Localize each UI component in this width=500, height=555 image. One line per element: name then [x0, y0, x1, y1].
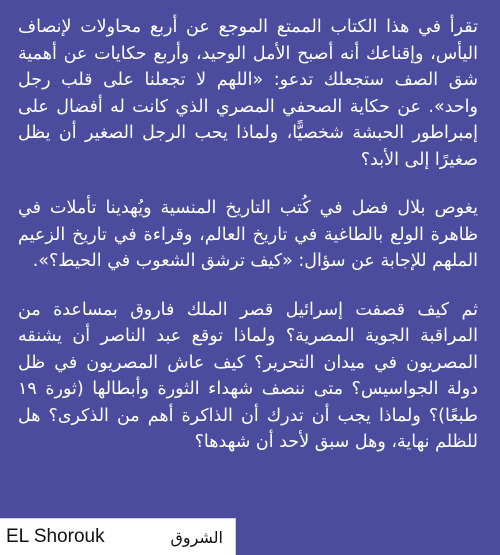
publisher-name-latin: EL Shorouk	[6, 526, 105, 547]
publisher-logo-box	[0, 518, 236, 555]
blurb-text	[18, 14, 478, 456]
blurb-paragraph-3: ثم كيف قصفت إسرائيل قصر الملك فاروق بمساعدة من المراقبة الجوية المصرية؟ ولماذا توقع عبد الناصر أن يشنقه المصريون في ميدان التحرير؟ كيف عاش المصريون في ظل دولة الجواسيس؟ متى ننصف شهداء الثورة وأبطالها (ثورة ١٩ طبعًا)؟ ولماذا يجب أن تدرك أن الذاكرة أهم من الذكرى؟ هل للظلم نهاية، وهل سبق لأحد أن شهدها؟	[18, 299, 478, 452]
blurb-paragraph-1: تقرأ في هذا الكتاب الممتع الموجع عن أربع محاولات لإنصاف اليأس، وإقناعك أنه أصبح الأمل الوحيد، وأربع حكايات عن أهمية شق الصف ستجعلك تدعو: «اللهم لا تجعلنا على قلب رجل واحد». عن حكاية الصحفي المصري الذي كانت له أفضال على إمبراطور الحبشة شخصيًّا، ولماذا يحب الرجل الصغير أن يظل صغيرًا إلى الأبد؟	[18, 17, 478, 170]
blurb-paragraph-2: يغوص بلال فضل في كُتب التاريخ المنسية ويُهدينا تأملات في ظاهرة الولع بالطاغية في تاريخ العالم، وقراءة في تاريخ الزعيم الملهم للإجابة عن سؤال: «كيف ترشق الشعوب في الحيط؟».	[18, 198, 478, 271]
publisher-name-arabic: الشروق	[170, 527, 223, 547]
